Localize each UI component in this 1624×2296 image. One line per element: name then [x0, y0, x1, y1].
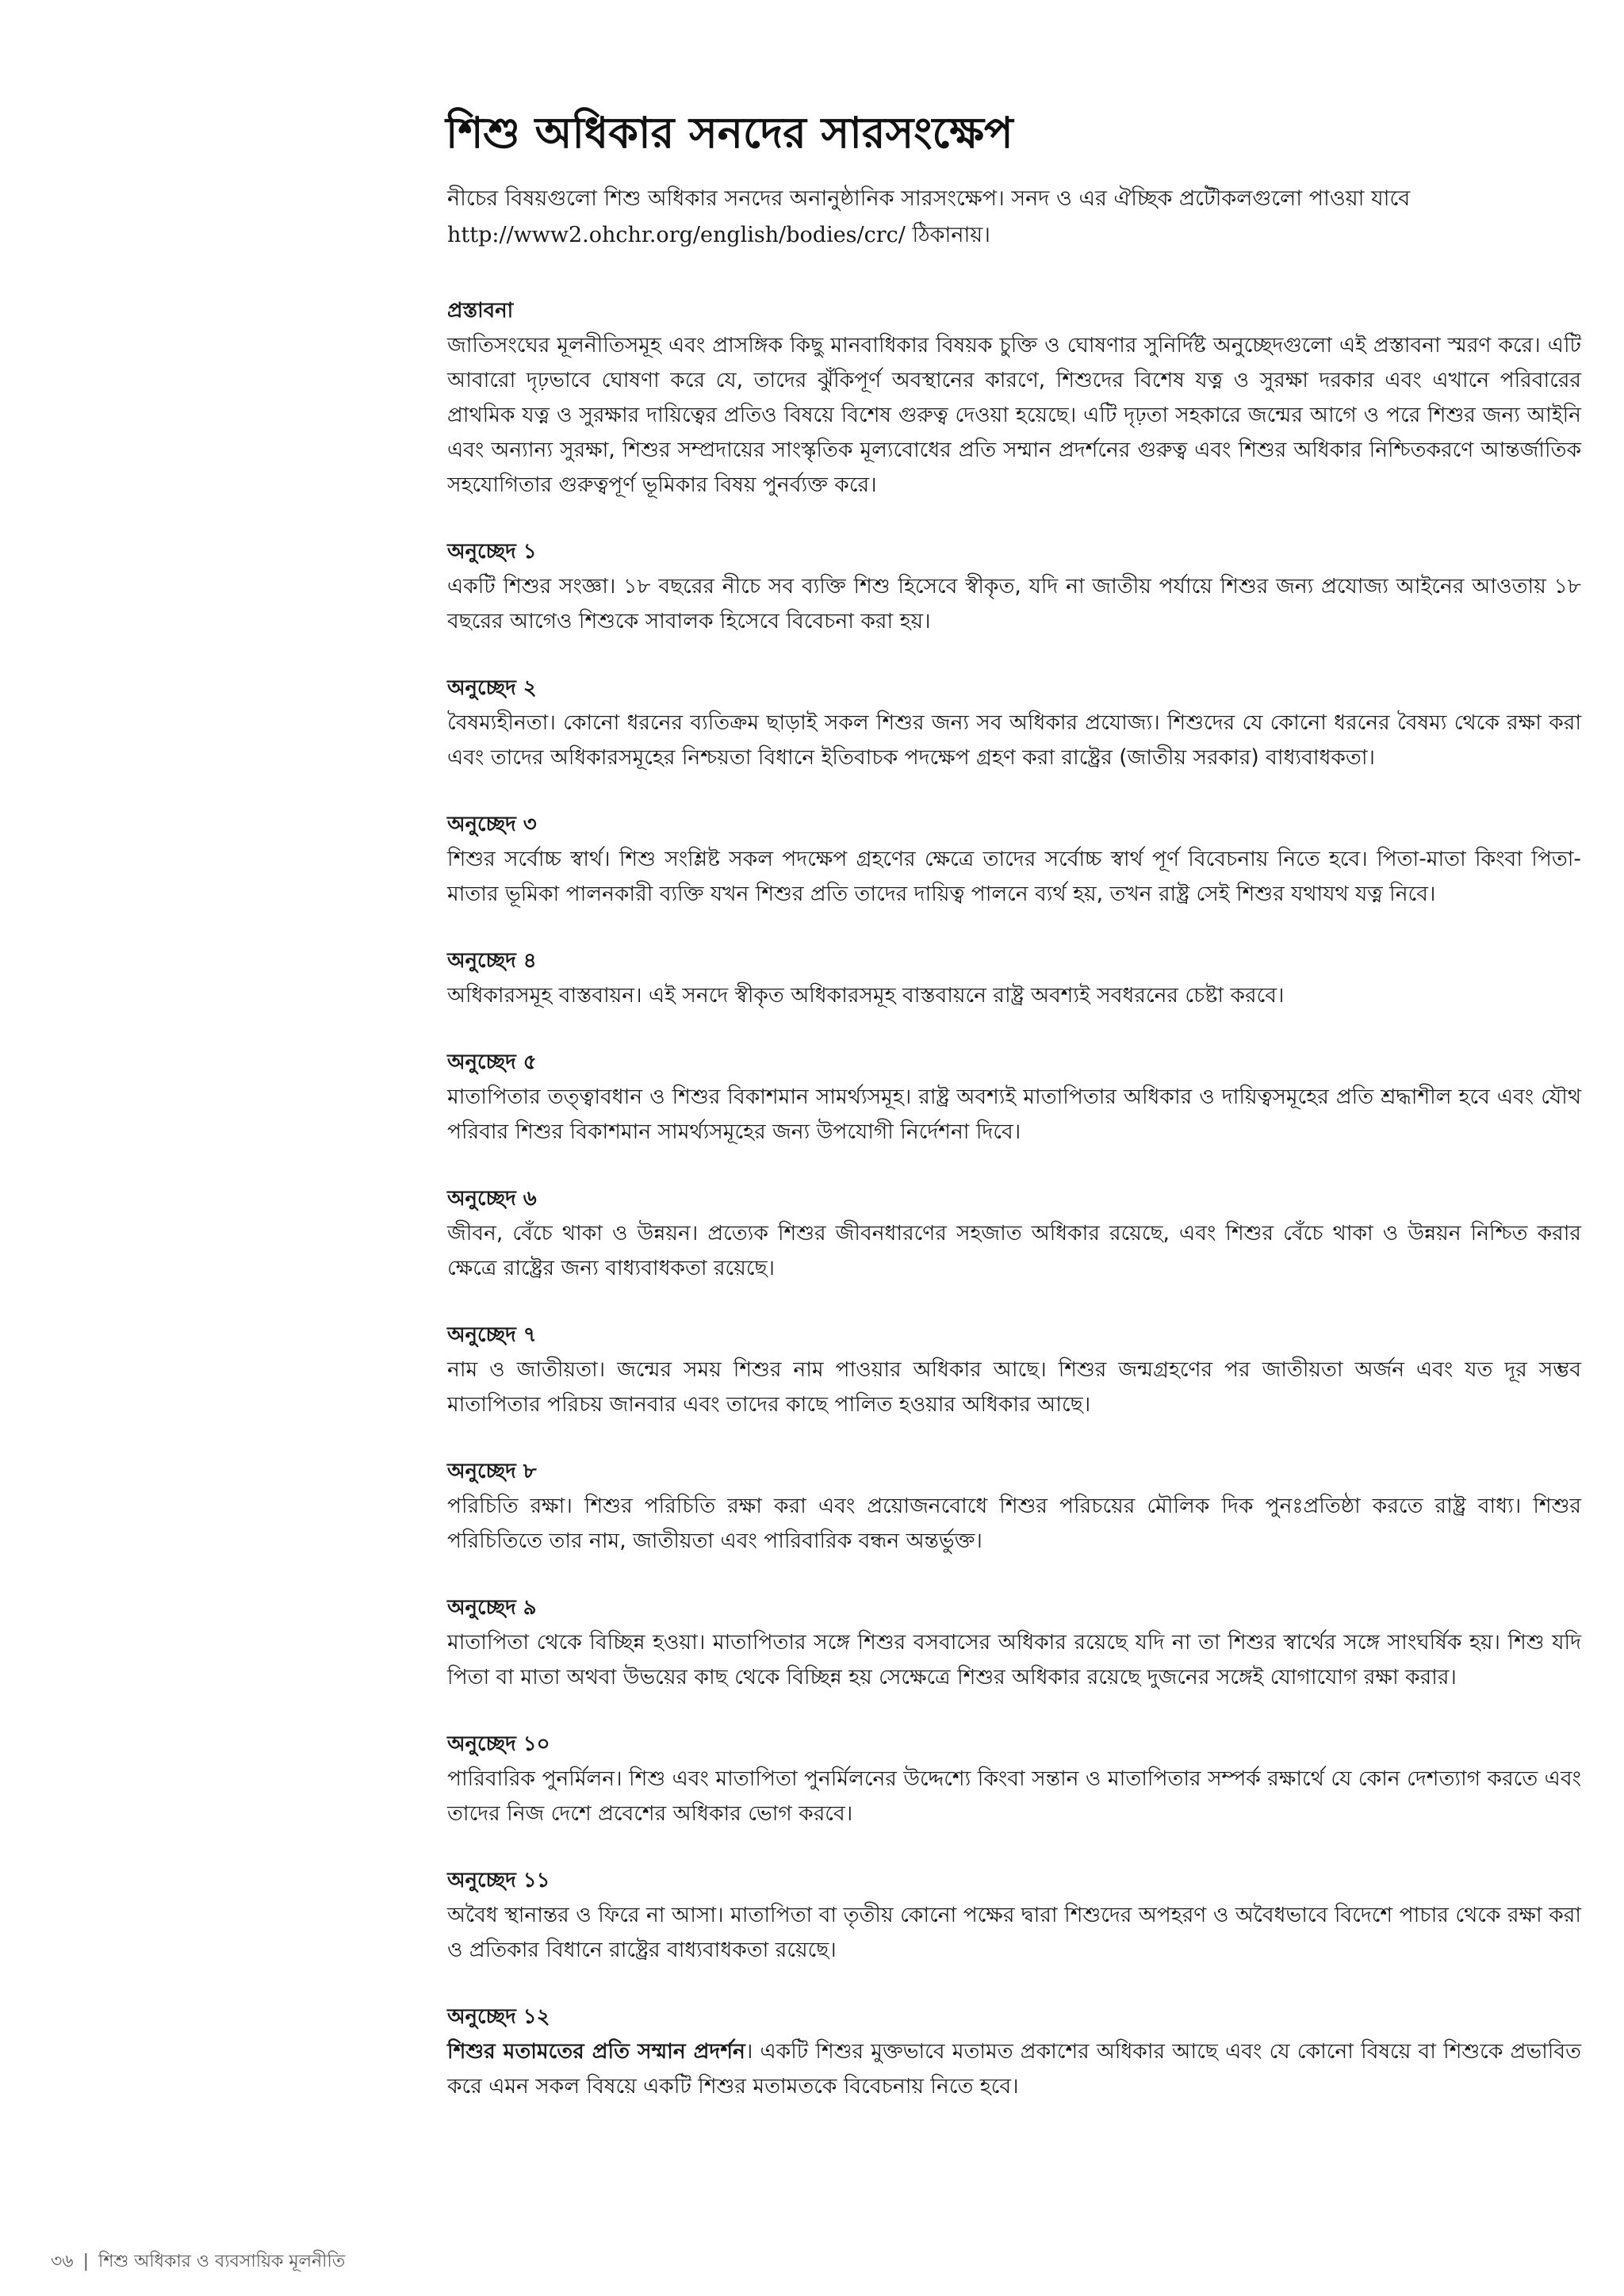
footer-separator: | — [82, 2252, 90, 2271]
section-heading: অনুচ্ছেদ ৭ — [447, 1323, 537, 1347]
page-footer — [51, 2250, 345, 2274]
section-heading: অনুচ্ছেদ ৩ — [447, 813, 537, 836]
section-body: অবৈধ স্থানান্তর ও ফিরে না আসা। মাতাপিতা বা তৃতীয় কোনো পক্ষের দ্বারা শিশুদের অপহরণ ও অবৈধভাবে বিদেশে পাচার থেকে রক্ষা করা ও প্রতিকার বিধানে রাষ্ট্রের বাধ্যবাধকতা রয়েছে। — [447, 1903, 1581, 1962]
section-heading: অনুচ্ছেদ ৪ — [447, 949, 537, 973]
section-heading: অনুচ্ছেদ ২ — [447, 676, 537, 700]
section-body: পরিচিতি রক্ষা। শিশুর পরিচিতি রক্ষা করা এবং প্রয়োজনবোধে শিশুর পরিচয়ের মৌলিক দিক পুনঃপ্রতিষ্ঠা করতে রাষ্ট্র বাধ্য। শিশুর পরিচিতিতে তার নাম, জাতীয়তা এবং পারিবারিক বন্ধন অন্তর্ভুক্ত। — [447, 1494, 1581, 1553]
section-body: মাতাপিতার তত্ত্বাবধান ও শিশুর বিকাশমান সামর্থ্যসমূহ। রাষ্ট্র অবশ্যই মাতাপিতার অধিকার ও দায়িত্বসমূহের প্রতি শ্রদ্ধাশীল হবে এবং যৌথ পরিবার শিশুর বিকাশমান সামর্থ্যসমূহের জন্য উপযোগী নির্দেশনা দিবে। — [447, 1085, 1581, 1144]
section-heading: অনুচ্ছেদ ১২ — [447, 2005, 550, 2029]
article-list — [447, 293, 1581, 2136]
intro-line: নীচের বিষয়গুলো শিশু অধিকার সনদের অনানুষ্ঠানিক সারসংক্ষেপ। সনদ ও এর ঐচ্ছিক প্রটৌকলগুলো পাওয়া যাবে — [447, 186, 1411, 211]
section-body: একটি শিশুর সংজ্ঞা। ১৮ বছরের নীচে সব ব্যক্তি শিশু হিসেবে স্বীকৃত, যদি না জাতীয় পর্যায়ে শিশুর জন্য প্রযোজ্য আইনের আওতায় ১৮ বছরের আগেও শিশুকে সাবালক হিসেবে বিবেচনা করা হয়। — [447, 574, 1581, 633]
intro-url-line — [447, 217, 1581, 254]
section-heading: অনুচ্ছেদ ৫ — [447, 1050, 537, 1074]
section-article-11 — [447, 1863, 1581, 1968]
section-body — [447, 2034, 1581, 2104]
section-body-text: । একটি শিশুর মুক্তভাবে মতামত প্রকাশের অধিকার আছে এবং যে কোনো বিষয়ে বা শিশুকে প্রভাবিত করে এমন সকল বিষয়ে একটি শিশুর মতামতকে বিবেচনায় নিতে হবে। — [447, 2039, 1581, 2099]
page-number: ৩৬ — [51, 2252, 74, 2271]
section-body: বৈষম্যহীনতা। কোনো ধরনের ব্যতিক্রম ছাড়াই সকল শিশুর জন্য সব অধিকার প্রযোজ্য। শিশুদের যে কোনো ধরনের বৈষম্য থেকে রক্ষা করা এবং তাদের অধিকারসমূহের নিশ্চয়তা বিধানে ইতিবাচক পদক্ষেপ গ্রহণ করা রাষ্ট্রের (জাতীয় সরকার) বাধ্যবাধকতা। — [447, 710, 1581, 770]
section-article-8 — [447, 1454, 1581, 1559]
section-heading: অনুচ্ছেদ ১১ — [447, 1869, 550, 1892]
section-heading: অনুচ্ছেদ ৯ — [447, 1596, 537, 1620]
section-body: শিশুর সর্বোচ্চ স্বার্থ। শিশু সংশ্লিষ্ট সকল পদক্ষেপ গ্রহণের ক্ষেত্রে তাদের সর্বোচ্চ স্বার্থ পূর্ণ বিবেচনায় নিতে হবে। পিতা-মাতা কিংবা পিতা-মাতার ভূমিকা পালনকারী ব্যক্তি যখন শিশুর প্রতি তাদের দায়িত্ব পালনে ব্যর্থ হয়, তখন রাষ্ট্র সেই শিশুর যথাযথ যত্ন নিবে। — [447, 847, 1581, 906]
section-body: মাতাপিতা থেকে বিচ্ছিন্ন হওয়া। মাতাপিতার সঙ্গে শিশুর বসবাসের অধিকার রয়েছে যদি না তা শিশুর স্বার্থের সঙ্গে সাংঘর্ষিক হয়। শিশু যদি পিতা বা মাতা অথবা উভয়ের কাছ থেকে বিচ্ছিন্ন হয় সেক্ষেত্রে শিশুর অধিকার রয়েছে দুজনের সঙ্গেই যোগাযোগ রক্ষা করার। — [447, 1630, 1581, 1689]
section-article-12 — [447, 1999, 1581, 2104]
section-article-1 — [447, 534, 1581, 639]
intro-url-suffix: ঠিকানায়। — [905, 223, 990, 247]
section-article-7 — [447, 1318, 1581, 1422]
section-body: পারিবারিক পুনর্মিলন। শিশু এবং মাতাপিতা পুনর্মিলনের উদ্দেশ্যে কিংবা সন্তান ও মাতাপিতার সম্পর্ক রক্ষার্থে যে কোন দেশত্যাগ করতে এবং তাদের নিজ দেশে প্রবেশের অধিকার ভোগ করবে। — [447, 1766, 1581, 1826]
page-title: শিশু অধিকার সনদের সারসংক্ষেপ — [446, 108, 1013, 158]
running-title: শিশু অধিকার ও ব্যবসায়িক মূলনীতি — [98, 2252, 346, 2271]
section-article-6 — [447, 1181, 1581, 1286]
section-body: অধিকারসমূহ বাস্তবায়ন। এই সনদে স্বীকৃত অধিকারসমূহ বাস্তবায়নে রাষ্ট্র অবশ্যই সবধরনের চেষ্টা করবে। — [447, 983, 1285, 1008]
section-preamble — [447, 293, 1581, 503]
section-article-9 — [447, 1590, 1581, 1695]
section-article-10 — [447, 1727, 1581, 1831]
section-body: জাতিসংঘের মূলনীতিসমূহ এবং প্রাসঙ্গিক কিছু মানবাধিকার বিষয়ক চুক্তি ও ঘোষণার সুনির্দিষ্ট অনুচ্ছেদগুলো এই প্রস্তাবনা স্মরণ করে। এটি আবারো দৃঢ়ভাবে ঘোষণা করে যে, তাদের ঝুঁকিপূর্ণ অবস্থানের কারণে, শিশুদের বিশেষ যত্ন ও সুরক্ষা দরকার এবং এখানে পরিবারের প্রাথমিক যত্ন ও সুরক্ষার দায়িত্বের প্রতিও বিষয়ে বিশেষ গুরুত্ব দেওয়া হয়েছে। এটি দৃঢ়তা সহকারে জন্মের আগে ও পরে শিশুর জন্য আইনি এবং অন্যান্য সুরক্ষা, শিশুর সম্প্রদায়ের সাংস্কৃতিক মূল্যবোধের প্রতি সম্মান প্রদর্শনের গুরুত্ব এবং শিশুর অধিকার নিশ্চিতকরণে আন্তর্জাতিক সহযোগিতার গুরুত্বপূর্ণ ভূমিকার বিষয় পুনর্ব্যক্ত করে। — [447, 333, 1581, 497]
section-heading: অনুচ্ছেদ ৬ — [447, 1187, 537, 1211]
section-article-5 — [447, 1045, 1581, 1150]
section-heading: অনুচ্ছেদ ৮ — [447, 1460, 537, 1483]
section-heading: অনুচ্ছেদ ১০ — [447, 1732, 550, 1756]
section-article-4 — [447, 943, 1581, 1013]
section-article-2 — [447, 671, 1581, 775]
section-body: জীবন, বেঁচে থাকা ও উন্নয়ন। প্রত্যেক শিশুর জীবনধারণের সহজাত অধিকার রয়েছে, এবং শিশুর বেঁচে থাকা ও উন্নয়ন নিশ্চিত করার ক্ষেত্রে রাষ্ট্রের জন্য বাধ্যবাধকতা রয়েছে। — [447, 1221, 1581, 1280]
section-article-3 — [447, 807, 1581, 912]
intro-paragraph — [447, 181, 1581, 254]
section-heading: প্রস্তাবনা — [447, 299, 514, 323]
bold-lead-text: শিশুর মতামতের প্রতি সম্মান প্রদর্শন — [447, 2039, 745, 2064]
section-heading: অনুচ্ছেদ ১ — [447, 540, 537, 564]
crc-link[interactable]: http://www2.ohchr.org/english/bodies/crc/ — [447, 223, 906, 247]
section-body: নাম ও জাতীয়তা। জন্মের সময় শিশুর নাম পাওয়ার অধিকার আছে। শিশুর জন্মগ্রহণের পর জাতীয়তা অর্জন এবং যত দূর সম্ভব মাতাপিতার পরিচয় জানবার এবং তাদের কাছে পালিত হওয়ার অধিকার আছে। — [447, 1357, 1581, 1417]
